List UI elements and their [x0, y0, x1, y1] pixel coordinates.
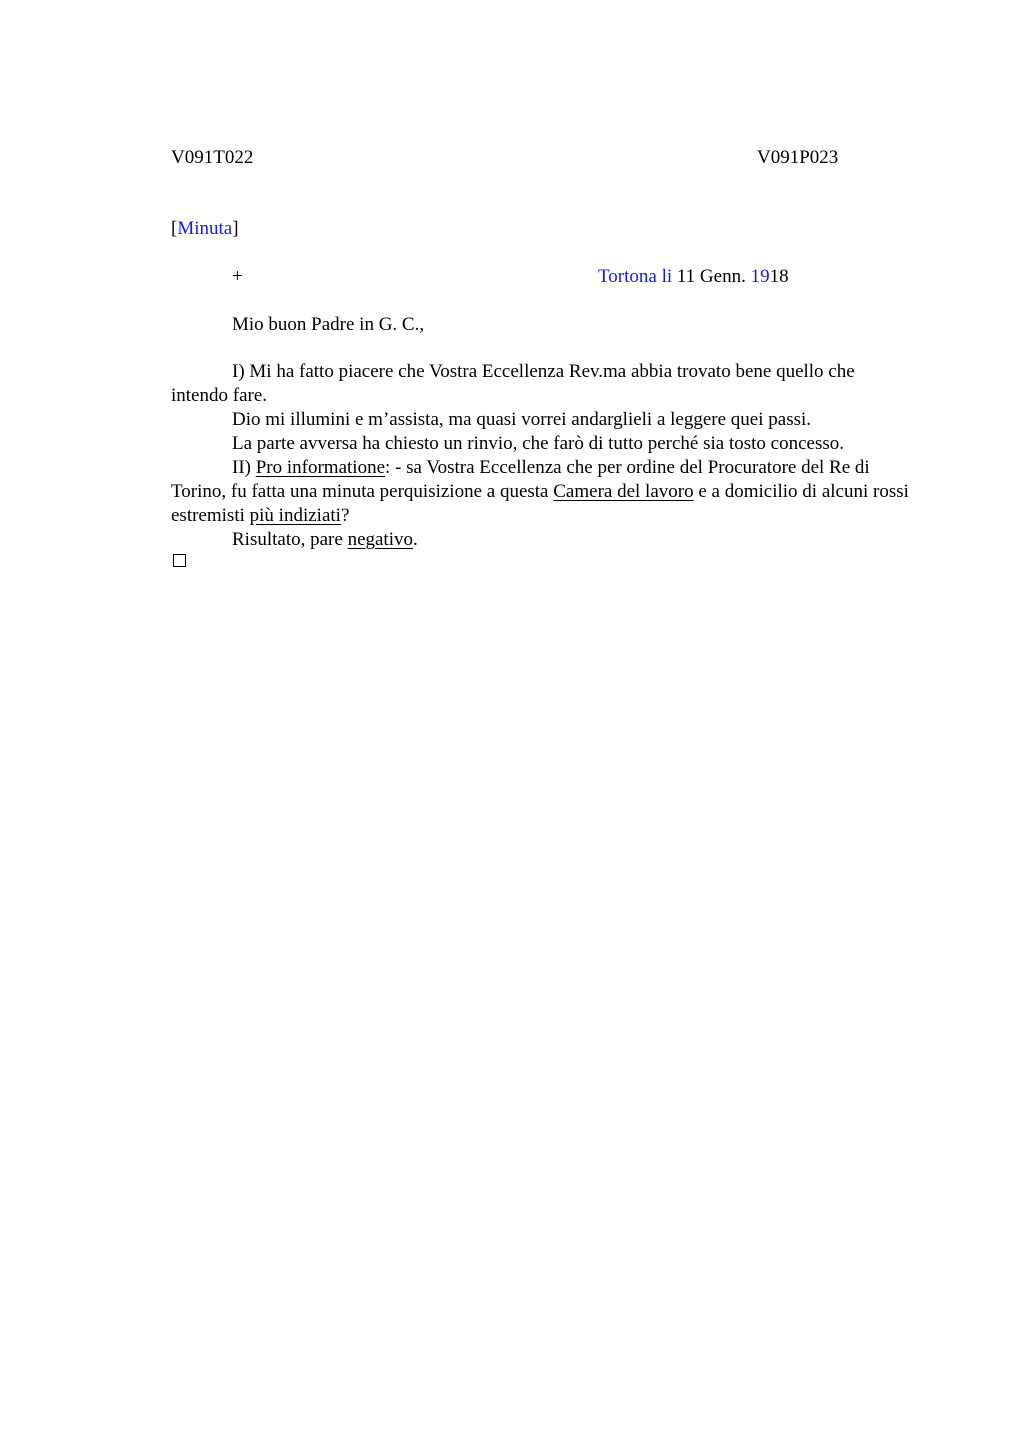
underlined-phrase: Pro informatione: [255, 457, 386, 478]
empty-checkbox-icon: [173, 554, 186, 567]
dateline-year-suffix: 18: [769, 266, 789, 287]
cross-symbol: +: [232, 266, 243, 287]
paragraph-5-part: .: [413, 529, 418, 550]
paragraph-5: [171, 528, 916, 552]
paragraph-2: Dio mi illumini e m’assista, ma quasi vorrei andarglieli a leggere quei passi.: [232, 409, 812, 430]
paragraph-1: I) Mi ha fatto piacere che Vostra Eccellenza Rev.ma abbia trovato bene quello che intendo fare.: [171, 361, 855, 406]
bracket-open: [: [171, 218, 178, 239]
dateline-place: Tortona li: [598, 266, 673, 287]
dateline-year-prefix: 19: [750, 266, 770, 287]
bracket-close: ]: [232, 218, 239, 239]
salutation: Mio buon Padre in G. C.,: [232, 314, 425, 335]
underlined-phrase: più indiziati: [249, 505, 341, 526]
header-right-code: V091P023: [757, 147, 839, 168]
underlined-phrase: negativo: [347, 529, 413, 550]
header-left-code: V091T022: [171, 147, 254, 168]
document-type-text: Minuta: [177, 218, 233, 239]
paragraph-5-part: Risultato, pare: [232, 529, 348, 550]
paragraph-4-part: II): [232, 457, 256, 478]
paragraph-3: La parte avversa ha chiesto un rinvio, che farò di tutto perché sia tosto concesso.: [232, 433, 845, 454]
underlined-phrase: Camera del lavoro: [553, 481, 694, 502]
paragraph-4: [171, 456, 916, 528]
paragraph-4-part: : - sa Vostra Eccellenza che per ordine del Procuratore del Re di Torino, fu fatta una minuta perquisizione a questa: [171, 457, 875, 502]
dateline-day-month: 11 Genn.: [672, 266, 751, 287]
letter-body: [171, 360, 916, 552]
document-type-label: [171, 217, 239, 241]
paragraph-4-part: e a domicilio di alcuni rossi estremisti: [171, 481, 914, 526]
dateline: [598, 265, 789, 289]
paragraph-4-part: ?: [340, 505, 350, 526]
